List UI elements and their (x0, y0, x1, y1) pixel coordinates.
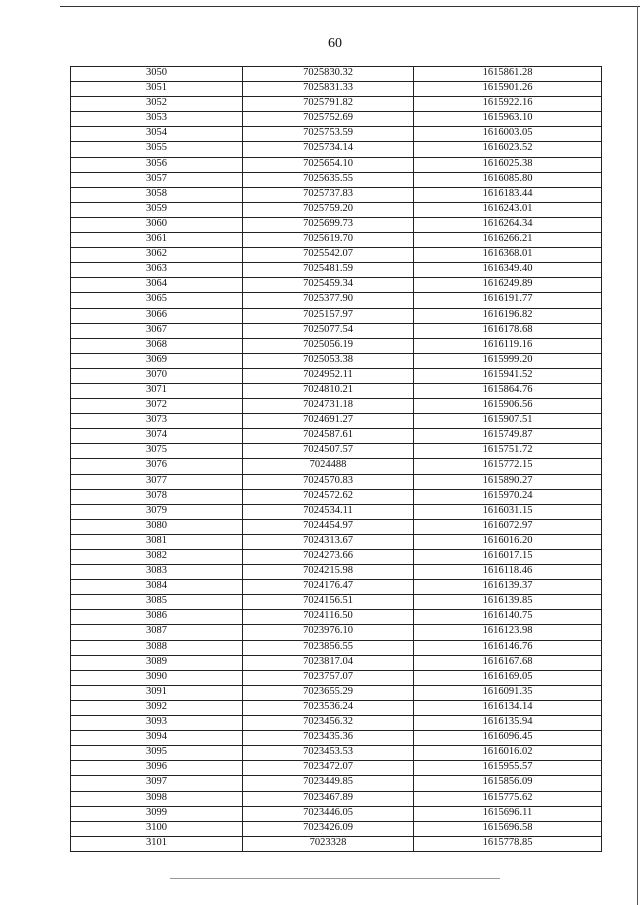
table-row (71, 127, 602, 142)
y-coordinate-cell: 1616023.52 (414, 142, 602, 157)
table-row (71, 368, 602, 383)
point-number-cell: 3082 (71, 550, 243, 565)
point-number-cell: 3067 (71, 323, 243, 338)
table-row (71, 383, 602, 398)
table-row (71, 474, 602, 489)
y-coordinate-cell: 1616368.01 (414, 248, 602, 263)
y-coordinate-cell: 1616031.15 (414, 504, 602, 519)
page-number: 60 (328, 36, 342, 51)
x-coordinate-cell: 7025734.14 (243, 142, 414, 157)
point-number-cell: 3096 (71, 761, 243, 776)
y-coordinate-cell: 1616139.37 (414, 580, 602, 595)
x-coordinate-cell: 7023446.05 (243, 806, 414, 821)
point-number-cell: 3065 (71, 293, 243, 308)
y-coordinate-cell: 1615922.16 (414, 97, 602, 112)
table-row (71, 489, 602, 504)
table-row (71, 293, 602, 308)
table-row (71, 519, 602, 534)
point-number-cell: 3100 (71, 821, 243, 836)
x-coordinate-cell: 7024454.97 (243, 519, 414, 534)
table-row (71, 836, 602, 851)
coordinates-table-body (71, 67, 602, 852)
table-row (71, 112, 602, 127)
x-coordinate-cell: 7024587.61 (243, 429, 414, 444)
x-coordinate-cell: 7024810.21 (243, 383, 414, 398)
table-row (71, 610, 602, 625)
table-row (71, 82, 602, 97)
point-number-cell: 3057 (71, 172, 243, 187)
point-number-cell: 3071 (71, 383, 243, 398)
table-row (71, 821, 602, 836)
point-number-cell: 3066 (71, 308, 243, 323)
point-number-cell: 3094 (71, 731, 243, 746)
x-coordinate-cell: 7024691.27 (243, 414, 414, 429)
table-row (71, 248, 602, 263)
table-row (71, 731, 602, 746)
x-coordinate-cell: 7024313.67 (243, 534, 414, 549)
table-row (71, 353, 602, 368)
point-number-cell: 3091 (71, 685, 243, 700)
x-coordinate-cell: 7025654.10 (243, 157, 414, 172)
x-coordinate-cell: 7025831.33 (243, 82, 414, 97)
x-coordinate-cell: 7024116.50 (243, 610, 414, 625)
y-coordinate-cell: 1616072.97 (414, 519, 602, 534)
y-coordinate-cell: 1615749.87 (414, 429, 602, 444)
y-coordinate-cell: 1616191.77 (414, 293, 602, 308)
y-coordinate-cell: 1615970.24 (414, 489, 602, 504)
table-row (71, 504, 602, 519)
x-coordinate-cell: 7024952.11 (243, 368, 414, 383)
x-coordinate-cell: 7025791.82 (243, 97, 414, 112)
y-coordinate-cell: 1615907.51 (414, 414, 602, 429)
x-coordinate-cell: 7025157.97 (243, 308, 414, 323)
y-coordinate-cell: 1616266.21 (414, 233, 602, 248)
x-coordinate-cell: 7024215.98 (243, 565, 414, 580)
x-coordinate-cell: 7023467.89 (243, 791, 414, 806)
point-number-cell: 3072 (71, 399, 243, 414)
y-coordinate-cell: 1616085.80 (414, 172, 602, 187)
x-coordinate-cell: 7025377.90 (243, 293, 414, 308)
y-coordinate-cell: 1615963.10 (414, 112, 602, 127)
point-number-cell: 3073 (71, 414, 243, 429)
y-coordinate-cell: 1615696.11 (414, 806, 602, 821)
y-coordinate-cell: 1616118.46 (414, 565, 602, 580)
table-row (71, 399, 602, 414)
y-coordinate-cell: 1616196.82 (414, 308, 602, 323)
x-coordinate-cell: 7025759.20 (243, 202, 414, 217)
table-row (71, 233, 602, 248)
point-number-cell: 3075 (71, 444, 243, 459)
table-row (71, 700, 602, 715)
y-coordinate-cell: 1616146.76 (414, 640, 602, 655)
x-coordinate-cell: 7023817.04 (243, 655, 414, 670)
y-coordinate-cell: 1616249.89 (414, 278, 602, 293)
x-coordinate-cell: 7025619.70 (243, 233, 414, 248)
y-coordinate-cell: 1615778.85 (414, 836, 602, 851)
y-coordinate-cell: 1616119.16 (414, 338, 602, 353)
table-row (71, 746, 602, 761)
x-coordinate-cell: 7024731.18 (243, 399, 414, 414)
y-coordinate-cell: 1615906.56 (414, 399, 602, 414)
point-number-cell: 3101 (71, 836, 243, 851)
x-coordinate-cell: 7025481.59 (243, 263, 414, 278)
y-coordinate-cell: 1615772.15 (414, 459, 602, 474)
y-coordinate-cell: 1616167.68 (414, 655, 602, 670)
point-number-cell: 3079 (71, 504, 243, 519)
point-number-cell: 3085 (71, 595, 243, 610)
point-number-cell: 3059 (71, 202, 243, 217)
table-row (71, 670, 602, 685)
table-row (71, 217, 602, 232)
point-number-cell: 3062 (71, 248, 243, 263)
point-number-cell: 3095 (71, 746, 243, 761)
table-row (71, 338, 602, 353)
y-coordinate-cell: 1616135.94 (414, 716, 602, 731)
point-number-cell: 3068 (71, 338, 243, 353)
point-number-cell: 3084 (71, 580, 243, 595)
point-number-cell: 3098 (71, 791, 243, 806)
point-number-cell: 3087 (71, 625, 243, 640)
x-coordinate-cell: 7025752.69 (243, 112, 414, 127)
y-coordinate-cell: 1616183.44 (414, 187, 602, 202)
y-coordinate-cell: 1616139.85 (414, 595, 602, 610)
x-coordinate-cell: 7025077.54 (243, 323, 414, 338)
coordinates-table (70, 66, 602, 852)
y-coordinate-cell: 1616016.02 (414, 746, 602, 761)
x-coordinate-cell: 7025053.38 (243, 353, 414, 368)
table-row (71, 595, 602, 610)
x-coordinate-cell: 7023328 (243, 836, 414, 851)
x-coordinate-cell: 7025699.73 (243, 217, 414, 232)
table-row (71, 202, 602, 217)
table-row (71, 263, 602, 278)
y-coordinate-cell: 1616025.38 (414, 157, 602, 172)
table-row (71, 761, 602, 776)
top-border-line (60, 6, 640, 7)
y-coordinate-cell: 1616134.14 (414, 700, 602, 715)
point-number-cell: 3056 (71, 157, 243, 172)
table-row (71, 308, 602, 323)
x-coordinate-cell: 7025830.32 (243, 67, 414, 82)
y-coordinate-cell: 1616264.34 (414, 217, 602, 232)
table-row (71, 187, 602, 202)
table-row (71, 776, 602, 791)
right-border-line (637, 6, 638, 905)
y-coordinate-cell: 1615955.57 (414, 761, 602, 776)
table-row (71, 278, 602, 293)
y-coordinate-cell: 1615890.27 (414, 474, 602, 489)
table-row (71, 716, 602, 731)
y-coordinate-cell: 1615999.20 (414, 353, 602, 368)
table-row (71, 791, 602, 806)
table-row (71, 67, 602, 82)
table-row (71, 550, 602, 565)
point-number-cell: 3092 (71, 700, 243, 715)
table-row (71, 685, 602, 700)
point-number-cell: 3063 (71, 263, 243, 278)
x-coordinate-cell: 7023655.29 (243, 685, 414, 700)
table-row (71, 414, 602, 429)
y-coordinate-cell: 1616169.05 (414, 670, 602, 685)
point-number-cell: 3083 (71, 565, 243, 580)
point-number-cell: 3061 (71, 233, 243, 248)
x-coordinate-cell: 7023536.24 (243, 700, 414, 715)
x-coordinate-cell: 7024488 (243, 459, 414, 474)
point-number-cell: 3086 (71, 610, 243, 625)
table-row (71, 655, 602, 670)
x-coordinate-cell: 7024570.83 (243, 474, 414, 489)
table-row (71, 580, 602, 595)
y-coordinate-cell: 1615864.76 (414, 383, 602, 398)
y-coordinate-cell: 1616017.15 (414, 550, 602, 565)
x-coordinate-cell: 7025635.55 (243, 172, 414, 187)
x-coordinate-cell: 7024507.57 (243, 444, 414, 459)
point-number-cell: 3090 (71, 670, 243, 685)
y-coordinate-cell: 1615775.62 (414, 791, 602, 806)
point-number-cell: 3058 (71, 187, 243, 202)
y-coordinate-cell: 1616243.01 (414, 202, 602, 217)
y-coordinate-cell: 1615861.28 (414, 67, 602, 82)
y-coordinate-cell: 1616003.05 (414, 127, 602, 142)
y-coordinate-cell: 1616091.35 (414, 685, 602, 700)
point-number-cell: 3069 (71, 353, 243, 368)
point-number-cell: 3097 (71, 776, 243, 791)
y-coordinate-cell: 1616178.68 (414, 323, 602, 338)
x-coordinate-cell: 7023856.55 (243, 640, 414, 655)
point-number-cell: 3055 (71, 142, 243, 157)
y-coordinate-cell: 1616349.40 (414, 263, 602, 278)
point-number-cell: 3053 (71, 112, 243, 127)
x-coordinate-cell: 7025459.34 (243, 278, 414, 293)
x-coordinate-cell: 7023456.32 (243, 716, 414, 731)
y-coordinate-cell: 1615856.09 (414, 776, 602, 791)
y-coordinate-cell: 1616096.45 (414, 731, 602, 746)
x-coordinate-cell: 7024156.51 (243, 595, 414, 610)
x-coordinate-cell: 7023453.53 (243, 746, 414, 761)
y-coordinate-cell: 1616140.75 (414, 610, 602, 625)
y-coordinate-cell: 1615901.26 (414, 82, 602, 97)
x-coordinate-cell: 7024534.11 (243, 504, 414, 519)
table-row (71, 459, 602, 474)
x-coordinate-cell: 7023757.07 (243, 670, 414, 685)
x-coordinate-cell: 7023426.09 (243, 821, 414, 836)
x-coordinate-cell: 7025753.59 (243, 127, 414, 142)
y-coordinate-cell: 1615696.58 (414, 821, 602, 836)
point-number-cell: 3060 (71, 217, 243, 232)
point-number-cell: 3077 (71, 474, 243, 489)
point-number-cell: 3064 (71, 278, 243, 293)
point-number-cell: 3089 (71, 655, 243, 670)
point-number-cell: 3093 (71, 716, 243, 731)
y-coordinate-cell: 1616123.98 (414, 625, 602, 640)
footer-line (170, 878, 500, 879)
y-coordinate-cell: 1615941.52 (414, 368, 602, 383)
y-coordinate-cell: 1616016.20 (414, 534, 602, 549)
point-number-cell: 3054 (71, 127, 243, 142)
x-coordinate-cell: 7023472.07 (243, 761, 414, 776)
table-row (71, 157, 602, 172)
x-coordinate-cell: 7024572.62 (243, 489, 414, 504)
table-row (71, 323, 602, 338)
table-row (71, 142, 602, 157)
point-number-cell: 3078 (71, 489, 243, 504)
x-coordinate-cell: 7023976.10 (243, 625, 414, 640)
point-number-cell: 3074 (71, 429, 243, 444)
table-row (71, 625, 602, 640)
table-row (71, 565, 602, 580)
table-row (71, 172, 602, 187)
x-coordinate-cell: 7025056.19 (243, 338, 414, 353)
point-number-cell: 3080 (71, 519, 243, 534)
y-coordinate-cell: 1615751.72 (414, 444, 602, 459)
table-row (71, 444, 602, 459)
x-coordinate-cell: 7023449.85 (243, 776, 414, 791)
point-number-cell: 3051 (71, 82, 243, 97)
point-number-cell: 3050 (71, 67, 243, 82)
point-number-cell: 3081 (71, 534, 243, 549)
x-coordinate-cell: 7024273.66 (243, 550, 414, 565)
x-coordinate-cell: 7025542.07 (243, 248, 414, 263)
point-number-cell: 3070 (71, 368, 243, 383)
point-number-cell: 3052 (71, 97, 243, 112)
table-row (71, 640, 602, 655)
x-coordinate-cell: 7025737.83 (243, 187, 414, 202)
table-row (71, 806, 602, 821)
x-coordinate-cell: 7023435.36 (243, 731, 414, 746)
table-row (71, 534, 602, 549)
x-coordinate-cell: 7024176.47 (243, 580, 414, 595)
table-row (71, 429, 602, 444)
point-number-cell: 3088 (71, 640, 243, 655)
point-number-cell: 3076 (71, 459, 243, 474)
table-row (71, 97, 602, 112)
point-number-cell: 3099 (71, 806, 243, 821)
